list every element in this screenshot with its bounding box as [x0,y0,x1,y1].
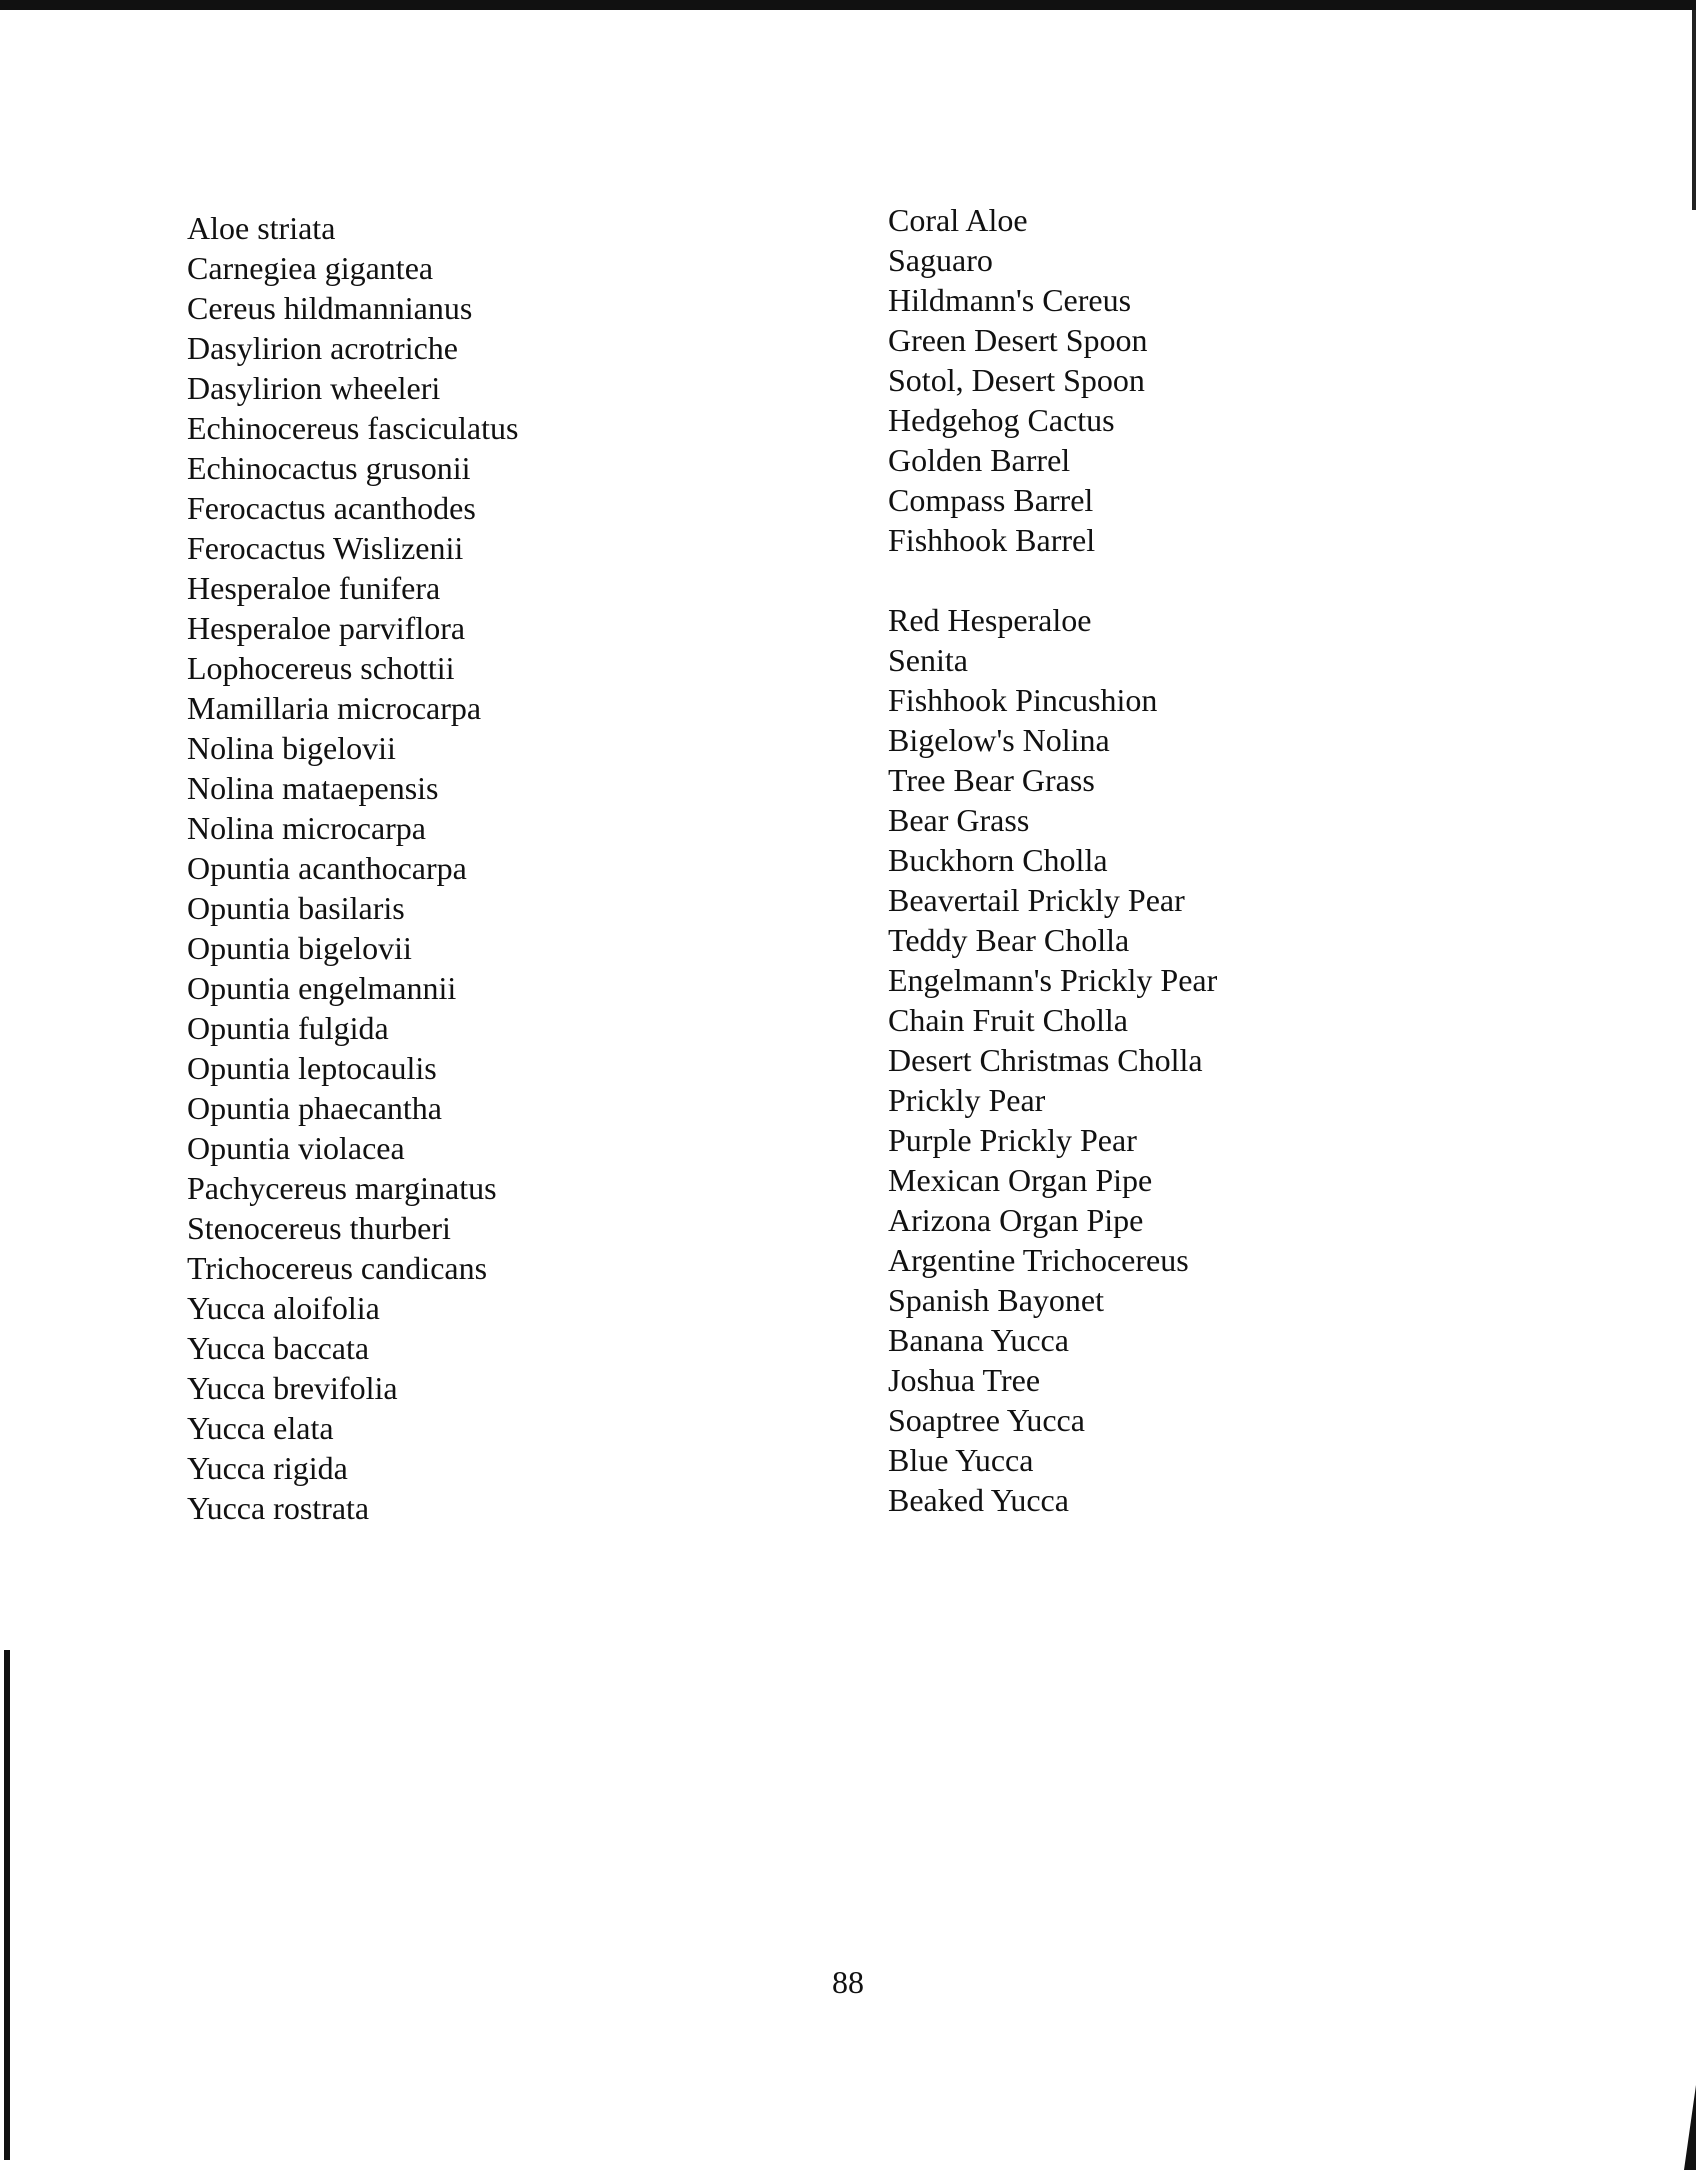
scientific-name-item: Echinocactus grusonii [187,450,471,486]
common-names-column [888,200,1217,1520]
scientific-name-item: Echinocereus fasciculatus [187,410,519,446]
common-name-item: Argentine Trichocereus [888,1242,1189,1278]
common-name-item: Soaptree Yucca [888,1402,1085,1438]
common-name-item: Bear Grass [888,802,1030,838]
scientific-names-column [187,208,518,1528]
common-name-item: Blue Yucca [888,1442,1034,1478]
scientific-name-item: Nolina bigelovii [187,730,396,766]
scientific-name-item: Yucca rigida [187,1450,348,1486]
common-name-item: Tree Bear Grass [888,762,1095,798]
scientific-name-item: Stenocereus thurberi [187,1210,451,1246]
scientific-name-item: Opuntia phaecantha [187,1090,442,1126]
scientific-name-item: Yucca rostrata [187,1490,370,1526]
common-name-item: Beaked Yucca [888,1482,1069,1518]
common-name-item: Saguaro [888,242,993,278]
common-name-item: Purple Prickly Pear [888,1122,1137,1158]
common-name-item: Sotol, Desert Spoon [888,362,1145,398]
scientific-name-item: Opuntia fulgida [187,1010,389,1046]
common-name-item: Mexican Organ Pipe [888,1162,1153,1198]
scientific-name-item: Yucca elata [187,1410,334,1446]
common-name-item: Fishhook Barrel [888,522,1096,558]
scientific-name-item: Mamillaria microcarpa [187,690,482,726]
common-name-item: Spanish Bayonet [888,1282,1104,1318]
scientific-name-item: Yucca aloifolia [187,1290,380,1326]
common-name-item: Coral Aloe [888,202,1028,238]
common-name-item: Beavertail Prickly Pear [888,882,1185,918]
scientific-name-item: Yucca brevifolia [187,1370,398,1406]
common-name-item: Engelmann's Prickly Pear [888,962,1218,998]
scientific-name-item: Opuntia acanthocarpa [187,850,467,886]
scientific-name-item: Hesperaloe funifera [187,570,441,606]
scientific-name-item: Opuntia leptocaulis [187,1050,437,1086]
scientific-name-item: Opuntia violacea [187,1130,405,1166]
scientific-name-item: Hesperaloe parviflora [187,610,466,646]
scientific-name-item: Nolina microcarpa [187,810,426,846]
scan-mark-left [4,1650,10,2160]
scientific-name-item: Carnegiea gigantea [187,250,434,286]
common-name-item: Chain Fruit Cholla [888,1002,1128,1038]
scientific-name-item: Opuntia basilaris [187,890,405,926]
scientific-name-item: Pachycereus marginatus [187,1170,497,1206]
common-name-item: Buckhorn Cholla [888,842,1108,878]
common-name-item: Hedgehog Cactus [888,402,1115,438]
scientific-name-item: Ferocactus Wislizenii [187,530,464,566]
common-name-item: Golden Barrel [888,442,1071,478]
common-name-item: Red Hesperaloe [888,602,1092,638]
scientific-name-item: Dasylirion acrotriche [187,330,458,366]
common-name-item: Compass Barrel [888,482,1094,518]
scientific-name-item: Cereus hildmannianus [187,290,473,326]
scientific-name-item: Opuntia bigelovii [187,930,412,966]
scientific-name-item: Lophocereus schottii [187,650,455,686]
scan-mark-bottom-right [1684,2085,1696,2170]
common-name-item: Bigelow's Nolina [888,722,1110,758]
scientific-name-item: Trichocereus candicans [187,1250,488,1286]
common-name-item: Hildmann's Cereus [888,282,1132,318]
scientific-name-item: Nolina mataepensis [187,770,439,806]
scan-border-top [0,0,1696,10]
common-name-item: Banana Yucca [888,1322,1069,1358]
scientific-name-item: Opuntia engelmannii [187,970,457,1006]
common-name-item: Teddy Bear Cholla [888,922,1130,958]
common-name-item: Prickly Pear [888,1082,1046,1118]
page-number: 88 [832,1964,864,2000]
common-name-item [888,560,1217,600]
scan-border-right [1692,10,1696,210]
scientific-name-item: Aloe striata [187,210,336,246]
common-name-item: Senita [888,642,968,678]
common-name-item: Fishhook Pincushion [888,682,1158,718]
scientific-name-item: Ferocactus acanthodes [187,490,476,526]
scientific-name-item: Dasylirion wheeleri [187,370,441,406]
common-name-item: Arizona Organ Pipe [888,1202,1144,1238]
common-name-item: Desert Christmas Cholla [888,1042,1203,1078]
common-name-item: Green Desert Spoon [888,322,1148,358]
scientific-name-item: Yucca baccata [187,1330,370,1366]
common-name-item: Joshua Tree [888,1362,1041,1398]
